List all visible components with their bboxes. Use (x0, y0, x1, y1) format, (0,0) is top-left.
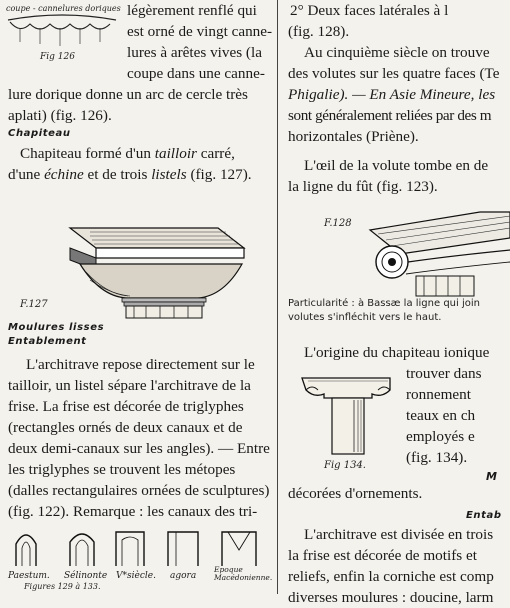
text-line: 2° Deux faces latérales à l (290, 2, 449, 19)
arch-label-paestum: Paestum. (8, 571, 50, 581)
text-line: L'architrave est divisée en trois (304, 526, 494, 543)
text-line: décorées d'ornements. (288, 485, 423, 502)
text-line-chapiteau-2: d'une échine et de trois listels (fig. 127). (8, 166, 252, 183)
fig128-caption-line-2: volutes s'infléchit vers le haut. (288, 312, 442, 323)
text-line: Au cinquième siècle on trouve (304, 44, 490, 61)
fig128-caption-line-1: Particularité : à Bassæ la ligne qui join (288, 298, 480, 309)
text-line: ronnement (406, 386, 471, 403)
arch-label-selinonte: Sélinonte (64, 571, 108, 581)
text-line: reliefs, enfin la corniche est comp (288, 568, 494, 585)
arch-figures-range: Figures 129 à 133. (24, 582, 101, 591)
text-line-chapiteau-1: Chapiteau formé d'un tailloir carré, (20, 145, 235, 162)
fig134-label: Fig 134. (324, 460, 366, 471)
text-line: est orné de vingt canne- (127, 23, 273, 40)
text-line: (fig. 122). Remarque : les canaux des tri- (8, 503, 258, 520)
heading-moulures: Moulures lisses (8, 322, 105, 333)
text-line: teaux en ch (406, 407, 476, 424)
text-line: horizontales (Priène). (288, 128, 419, 145)
heading-entab: Entab (466, 510, 502, 521)
text-line: deux demi-canaux sur les angles). — Entre (8, 440, 270, 457)
text-line: (dalles rectangulaires ornées de sculptures) (8, 482, 270, 499)
fig127-label: F.127 (20, 299, 48, 310)
text-line: aplati) (fig. 126). (8, 107, 112, 124)
text-line: Phigalie). — En Asie Mineure, les (288, 86, 496, 103)
arch-label-epoque: Epoque Macédonienne. (214, 565, 273, 582)
text-line: (fig. 134). (406, 449, 468, 466)
arch-label-ve-siecle: V*siècle. (116, 571, 156, 581)
text-line: les triglyphes se trouvent les métopes (8, 461, 236, 478)
heading-chapiteau: Chapiteau (8, 128, 71, 139)
text-line: la ligne du fût (fig. 123). (288, 178, 438, 195)
heading-entablement: Entablement (8, 336, 87, 347)
column-divider (277, 0, 278, 594)
text-line: (rectangles ornés de deux canaux et de (8, 419, 243, 436)
text-line: frise. La frise est décorée de triglyphes (8, 398, 244, 415)
fig134-wooden-capital-drawing (298, 368, 398, 458)
text-line: tailloir, un listel sépare l'architrave de la (8, 377, 251, 394)
text-line: lures à arêtes vives (la (127, 44, 262, 61)
text-line: des volutes sur les quatre faces (Te (288, 65, 500, 82)
text-line: coupe dans une canne- (127, 65, 265, 82)
text-line: sont généralement reliées par des m (288, 107, 492, 124)
arch-profiles-drawing (10, 526, 272, 568)
text-line: la frise est décorée de motifs et (288, 547, 477, 564)
text-line: légèrement renflé qui (127, 2, 257, 19)
fig128-label: F.128 (324, 218, 352, 229)
text-line: diverses moulures : doucine, larm (288, 589, 494, 606)
text-line: L'œil de la volute tombe en de (304, 157, 489, 174)
fig128-ionic-capital-drawing (360, 210, 510, 296)
fig126-top-label: coupe - cannelures doriques (6, 4, 121, 13)
margin-letter-m: M (486, 470, 498, 483)
right-column (286, 0, 506, 606)
fig126-label: Fig 126 (40, 52, 75, 62)
text-line: (fig. 128). (288, 23, 350, 40)
text-line: employés e (406, 428, 475, 445)
text-line: L'origine du chapiteau ionique (304, 344, 490, 361)
fig127-doric-capital-drawing (30, 208, 262, 318)
arch-label-agora: agora (170, 571, 197, 581)
text-line: L'architrave repose directement sur le (26, 356, 255, 373)
text-line: lure dorique donne un arc de cercle très (8, 86, 248, 103)
text-line: trouver dans (406, 365, 482, 382)
fig126-flute-drawing (6, 14, 118, 50)
